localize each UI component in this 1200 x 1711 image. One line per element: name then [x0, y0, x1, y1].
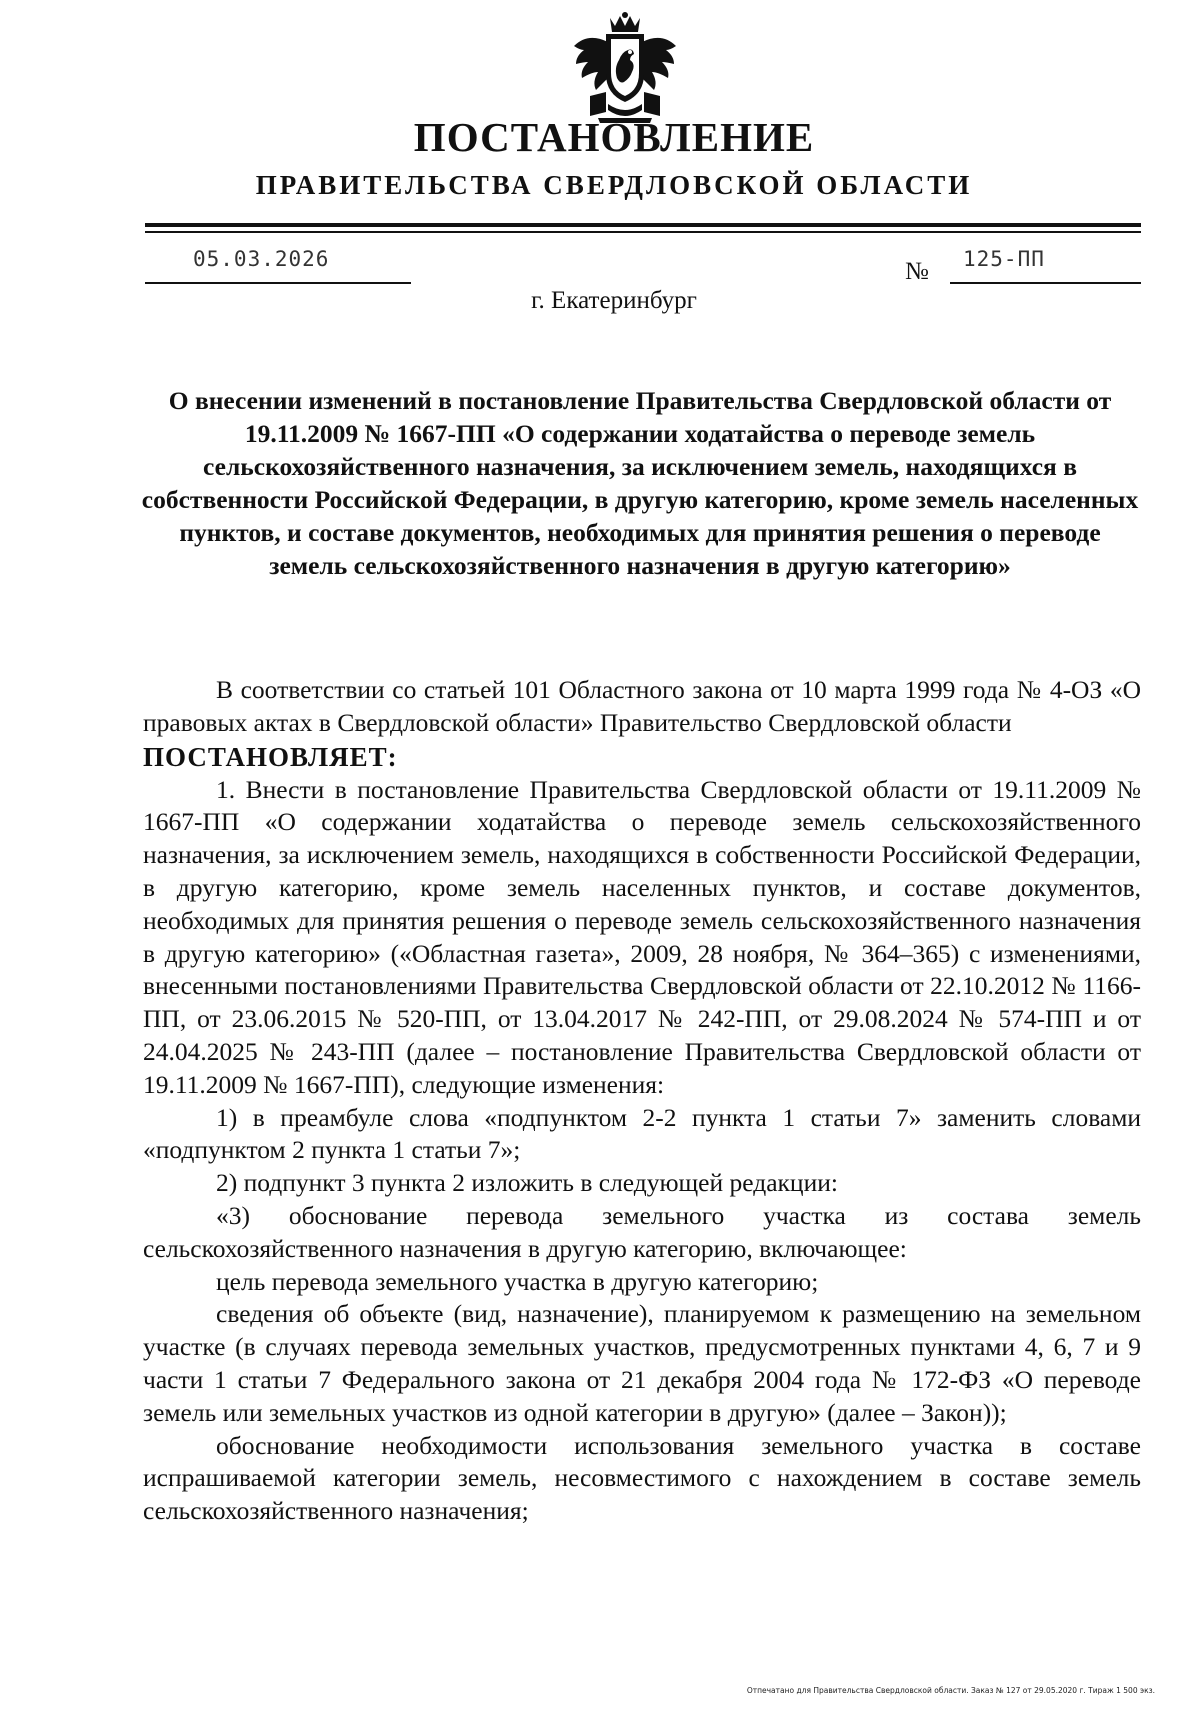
document-type-heading: ПОСТАНОВЛЕНИЕ	[413, 114, 815, 160]
number-underline	[950, 282, 1141, 284]
preamble-paragraph: В соответствии со статьей 101 Областного закона от 10 марта 1999 года № 4-ОЗ «О правовых актах в Свердловской области» Правительство Свердловской области	[143, 675, 1141, 737]
header-divider-thin	[145, 231, 1141, 233]
document-title: О внесении изменений в постановление Правительства Свердловской области от 19.11.2009 № 1667-ПП «О содержании ходатайства о переводе земель сельскохозяйственного назначения, за исключением земель, находящихся в собственности Российской Федерации, в другую категорию, кроме земель населенных пунктов, и составе документов, необходимых для принятия решения о переводе земель сельскохозяйственного назначения в другую категорию»	[141, 386, 1139, 580]
coat-of-arms-icon	[570, 12, 680, 124]
quoted-paragraph-4: обоснование необходимости использования земельного участка в составе испрашиваемой категории земель, несовместимого с нахождением в составе земель сельскохозяйственного назначения;	[143, 1430, 1141, 1526]
issue-city: г. Екатеринбург	[531, 287, 697, 314]
item-1-paragraph: 1. Внести в постановление Правительства Свердловской области от 19.11.2009 № 1667-ПП «О содержании ходатайства о переводе земель сельскохозяйственного назначения, за исключением земель, находящихся в собственности Российской Федерации, в другую категорию, кроме земель населенных пунктов, и составе документов, необходимых для принятия решения о переводе земель сельскохозяйственного назначения в другую категорию» («Областная газета», 2009, 28 ноября, № 364–365) с изменениями, внесенными постановлениями Правительства Свердловской области от 22.10.2012 № 1166-ПП, от 23.06.2015 № 520-ПП, от 13.04.2017 № 242-ПП, от 29.08.2024 № 574-ПП и от 24.04.2025 № 243-ПП (далее – постановление Правительства Свердловской области от 19.11.2009 № 1667-ПП), следующие изменения:	[143, 774, 1141, 1099]
quoted-paragraph-1: «3) обоснование перевода земельного участка из состава земель сельскохозяйственного назначения в другую категорию, включающее:	[143, 1200, 1141, 1263]
quoted-paragraph-2: цель перевода земельного участка в другую категорию;	[216, 1266, 819, 1296]
subitem-2-paragraph: 2) подпункт 3 пункта 2 изложить в следующей редакции:	[216, 1168, 838, 1198]
date-underline	[145, 282, 411, 284]
print-footer: Отпечатано для Правительства Свердловской области. Заказ № 127 от 29.05.2020 г. Тираж 1 500 экз.	[746, 1686, 1155, 1695]
issuer-heading: ПРАВИТЕЛЬСТВА СВЕРДЛОВСКОЙ ОБЛАСТИ	[255, 170, 973, 200]
number-sign: №	[905, 258, 929, 285]
document-body	[143, 674, 1141, 1528]
quoted-paragraph-3: сведения об объекте (вид, назначение), планируемом к размещению на земельном участке (в случаях перевода земельных участков, предусмотренных пунктами 4, 6, 7 и 9 части 1 статьи 7 Федерального закона от 21 декабря 2004 года № 172-ФЗ «О переводе земель или земельных участков из одной категории в другую» (далее – Закон));	[143, 1299, 1141, 1427]
resolves-heading: ПОСТАНОВЛЯЕТ:	[143, 741, 398, 772]
document-date: 05.03.2026	[193, 247, 330, 271]
document-number: 125-ПП	[963, 247, 1045, 271]
subitem-1-paragraph: 1) в преамбуле слова «подпунктом 2-2 пункта 1 статьи 7» заменить словами «подпунктом 2 пункта 1 статьи 7»;	[143, 1102, 1141, 1165]
header-divider-thick	[145, 223, 1141, 227]
